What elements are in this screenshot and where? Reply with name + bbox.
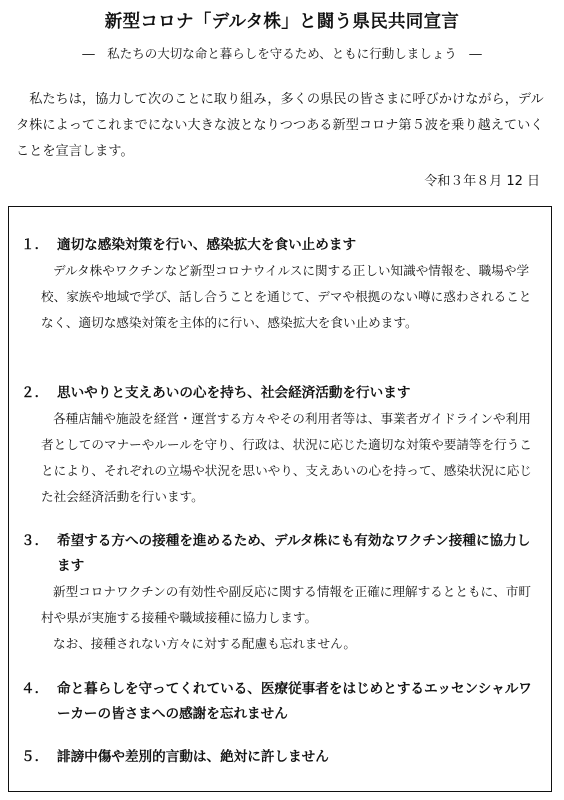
declaration-item-1 bbox=[21, 233, 541, 336]
item-title-text: 思いやりと支えあいの心を持ち、社会経済活動を行います bbox=[57, 385, 411, 401]
item-body-note: なお、接種されない方々に対する配慮も忘れません。 bbox=[53, 636, 357, 651]
item-title bbox=[21, 529, 541, 579]
item-title bbox=[21, 677, 541, 727]
item-number: １． bbox=[21, 237, 49, 253]
item-title bbox=[21, 381, 541, 406]
page-title: 新型コロナ「デルタ株」と闘う県民共同宣言 bbox=[104, 12, 460, 32]
page-subtitle: ― 私たちの大切な命と暮らしを守るため、ともに行動しましょう ― bbox=[82, 46, 482, 61]
item-title bbox=[21, 745, 541, 770]
declaration-item-4 bbox=[21, 677, 541, 727]
declaration-item-5 bbox=[21, 745, 541, 770]
item-title-text: 希望する方への接種を進めるため、デルタ株にも有効なワクチン接種に協力します bbox=[57, 533, 531, 574]
declaration-item-3 bbox=[21, 529, 541, 657]
item-body: デルタ株やワクチンなど新型コロナウイルスに関する正しい知識や情報を、職場や学校、家族や地域で学び、話し合うことを通じて、デマや根拠のない噂に惑わされることなく、適切な感染対策を主体的に行い、感染拡大を食い止めます。 bbox=[41, 263, 532, 330]
item-number: ４． bbox=[21, 681, 49, 697]
declaration-item-2 bbox=[21, 381, 541, 510]
item-title bbox=[21, 233, 541, 258]
item-body: 各種店舗や施設を経営・運営する方々やその利用者等は、事業者ガイドラインや利用者としてのマナーやルールを守り、行政は、状況に応じた適切な対策や要請等を行うことにより、それぞれの立場や状況を思いやり、支えあいの心を持って、感染状況に応じた社会経済活動を行います。 bbox=[41, 411, 532, 504]
item-number: ２． bbox=[21, 385, 49, 401]
item-title-text: 誹謗中傷や差別的言動は、絶対に許しません bbox=[57, 749, 329, 765]
declaration-box bbox=[8, 206, 552, 792]
intro-paragraph: 私たちは，協力して次のことに取り組み，多くの県民の皆さまに呼びかけながら，デルタ株によってこれまでにない大きな波となりつつある新型コロナ第５波を乗り越えていくことを宣言します。 bbox=[16, 92, 544, 159]
item-title-text: 適切な感染対策を行い、感染拡大を食い止めます bbox=[57, 237, 357, 253]
item-body: 新型コロナワクチンの有効性や副反応に関する情報を正確に理解するとともに、市町村や県が実施する接種や職域接種に協力します。 bbox=[41, 584, 531, 625]
item-number: ３． bbox=[21, 533, 49, 549]
declaration-date: 令和３年８月 12 日 bbox=[424, 174, 540, 189]
item-number: ５． bbox=[21, 749, 49, 765]
item-title-text: 命と暮らしを守ってくれている、医療従事者をはじめとするエッセンシャルワーカーの皆さまへの感謝を忘れません bbox=[57, 681, 532, 722]
